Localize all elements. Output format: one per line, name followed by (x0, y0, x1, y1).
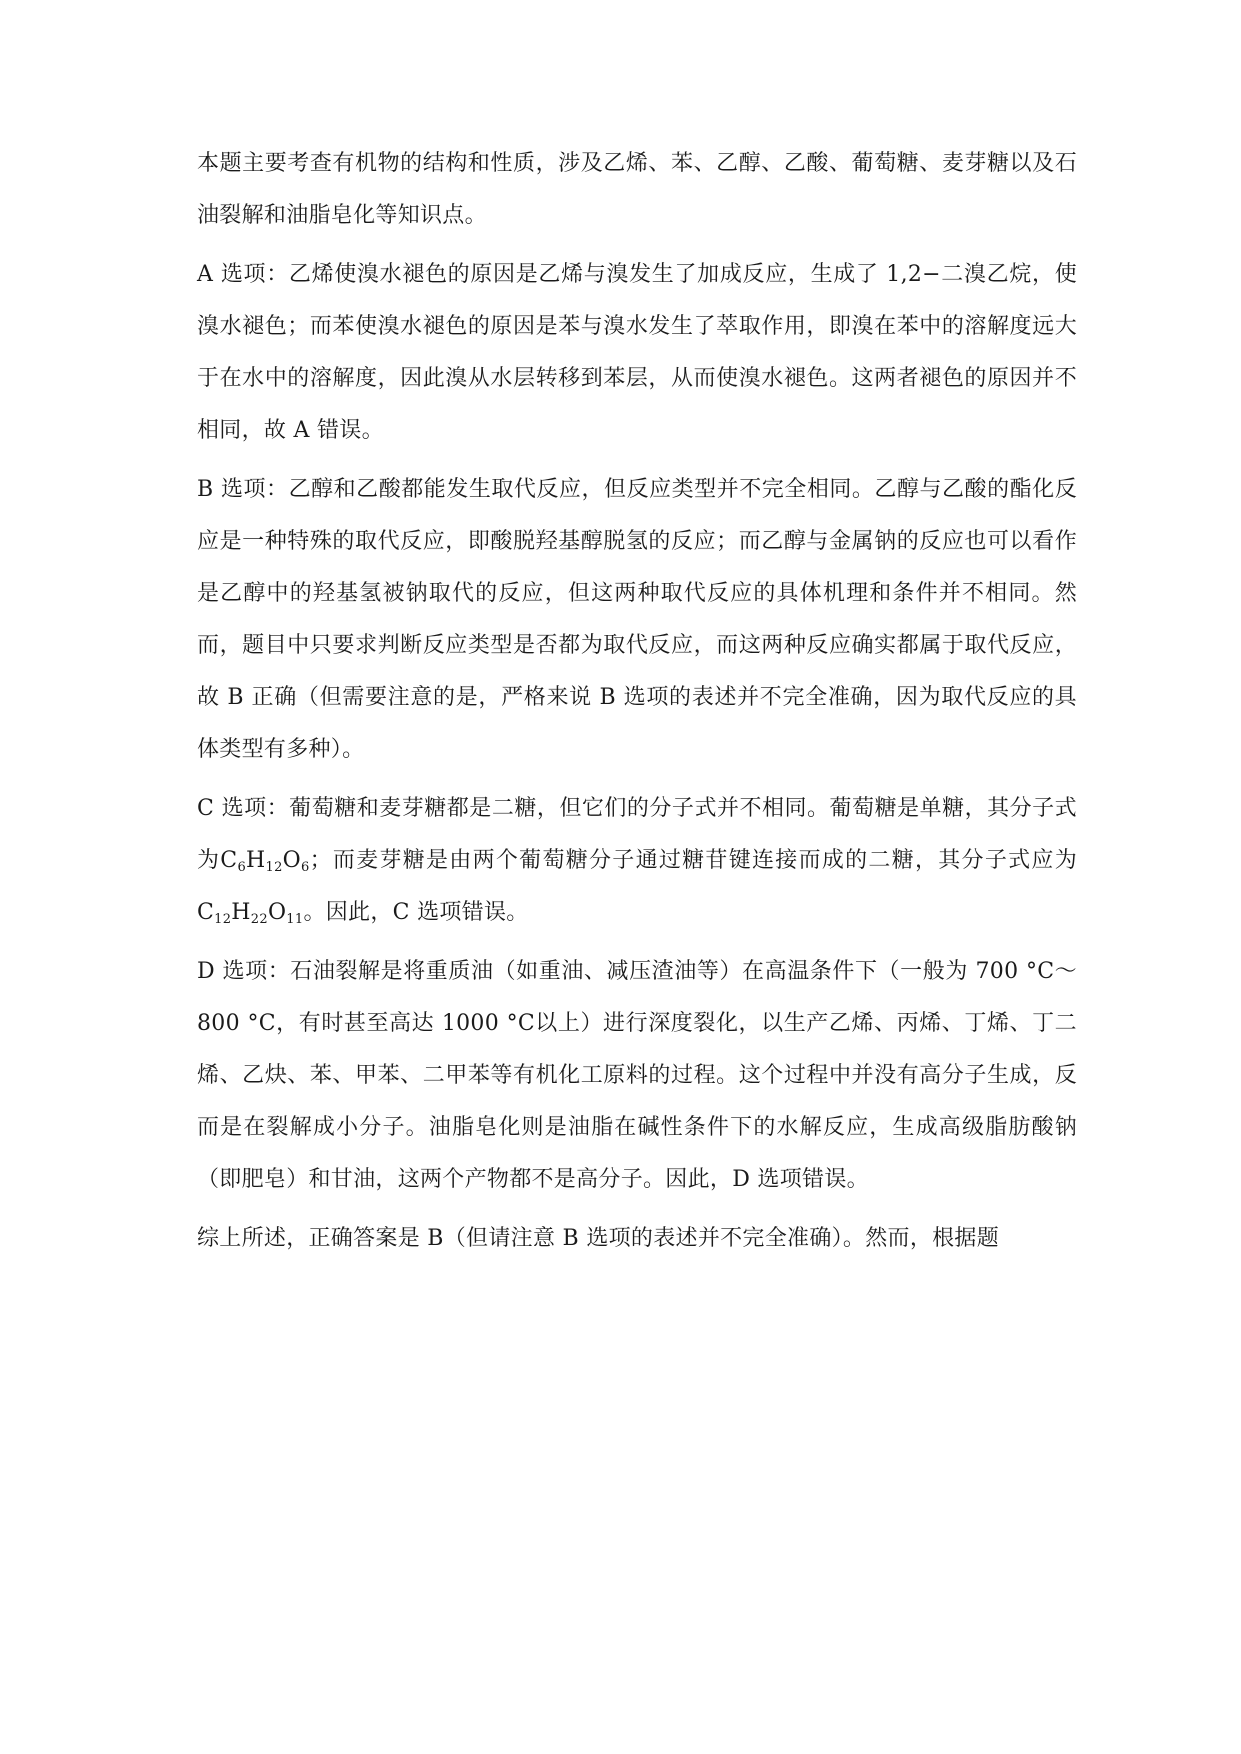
maltose-formula: $C_{12}H_{22}O_{11}$ (197, 900, 304, 927)
option-c-text-3: 。因此，C 选项错误。 (303, 900, 529, 925)
glucose-formula: $C_6H_{12}O_6$ (220, 848, 310, 875)
option-c-paragraph (197, 783, 1077, 939)
option-a-paragraph: A 选项：乙烯使溴水褪色的原因是乙烯与溴发生了加成反应，生成了 1,2−二溴乙烷，使溴水褪色；而苯使溴水褪色的原因是苯与溴水发生了萃取作用，即溴在苯中的溶解度远大于在水中的溶解度，因此溴从水层转移到苯层，从而使溴水褪色。这两者褪色的原因并不相同，故 A 错误。 (197, 262, 1077, 443)
option-c-text-2: ；而麦芽糖是由两个葡萄糖分子通过糖苷键连接而成的二糖，其分子式应为 (309, 848, 1077, 873)
option-b-paragraph: B 选项：乙醇和乙酸都能发生取代反应，但反应类型并不完全相同。乙醇与乙酸的酯化反应是一种特殊的取代反应，即酸脱羟基醇脱氢的反应；而乙醇与金属钠的反应也可以看作是乙醇中的羟基氢被钠取代的反应，但这两种取代反应的具体机理和条件并不相同。然而，题目中只要求判断反应类型是否都为取代反应，而这两种反应确实都属于取代反应，故 B 正确（但需要注意的是，严格来说 B 选项的表述并不完全准确，因为取代反应的具体类型有多种）。 (197, 477, 1077, 762)
summary-paragraph: 综上所述，正确答案是 B（但请注意 B 选项的表述并不完全准确）。然而，根据题 (197, 1226, 1000, 1251)
option-d-paragraph: D 选项：石油裂解是将重质油（如重油、减压渣油等）在高温条件下（一般为 700 °C～800 °C，有时甚至高达 1000 °C以上）进行深度裂化，以生产乙烯、丙烯、丁烯、丁二烯、乙炔、苯、甲苯、二甲苯等有机化工原料的过程。这个过程中并没有高分子生成，反而是在裂解成小分子。油脂皂化则是油脂在碱性条件下的水解反应，生成高级脂肪酸钠（即肥皂）和甘油，这两个产物都不是高分子。因此，D 选项错误。 (197, 959, 1077, 1192)
intro-paragraph: 本题主要考查有机物的结构和性质，涉及乙烯、苯、乙醇、乙酸、葡萄糖、麦芽糖以及石油裂解和油脂皂化等知识点。 (197, 151, 1077, 228)
text-body (197, 138, 1077, 1265)
option-c-text-1: C 选项：葡萄糖和麦芽糖都是二糖，但它们的分子式并不相同。葡萄糖是单糖，其分子式为 (197, 796, 1077, 873)
